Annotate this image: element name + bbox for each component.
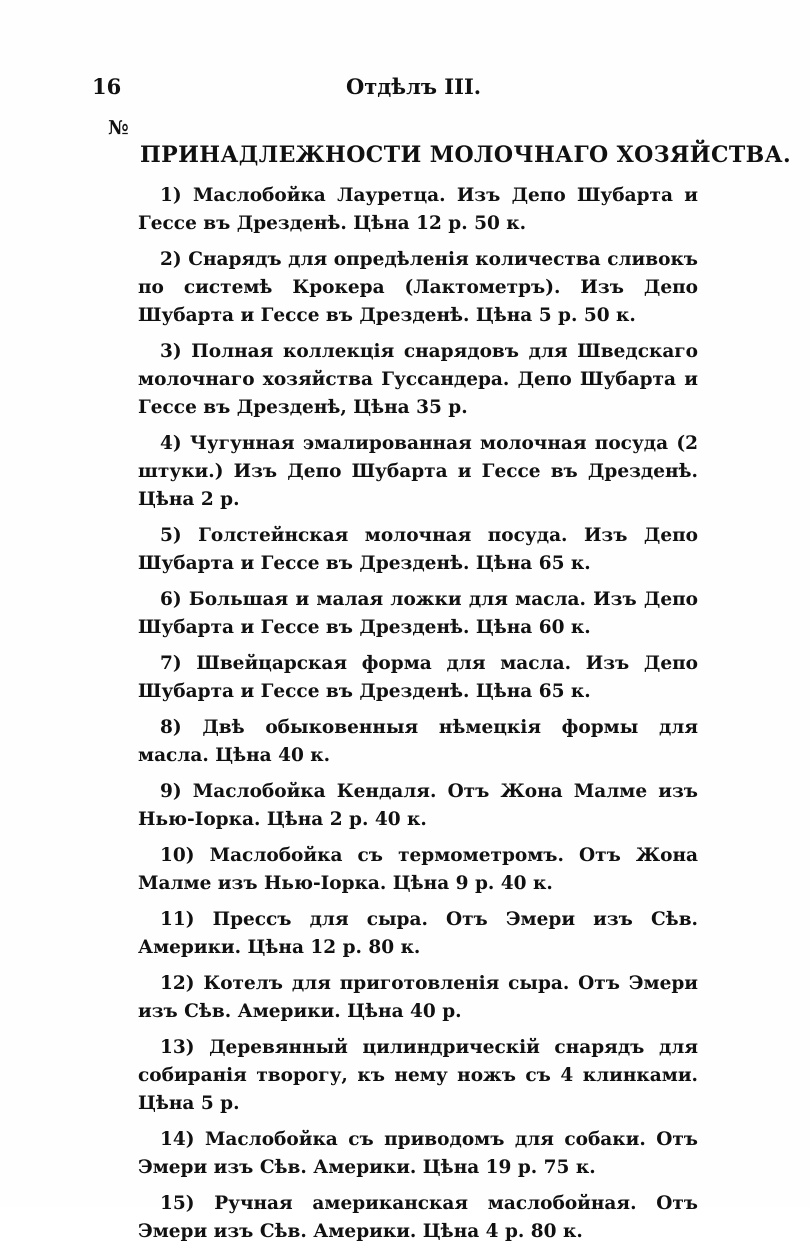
list-item [138,1034,698,1118]
item-text: Полная коллекція снарядовъ для Шведскаго молочнаго хозяйства Гуссандера. Депо Шубарта и Гессе въ Дрезденѣ, Цѣна 35 р. [138,341,698,418]
list-item [138,182,698,238]
item-number: 1) [160,185,182,206]
item-text: Большая и малая ложки для масла. Изъ Депо Шубарта и Гессе въ Дрезденѣ. Цѣна 60 к. [138,589,698,638]
item-text: Маслобойка съ приводомъ для собаки. Отъ Эмери изъ Сѣв. Америки. Цѣна 19 р. 75 к. [138,1129,698,1178]
list-item [138,714,698,770]
list-item [138,906,698,962]
running-head: Отдѣлъ III. [346,74,482,99]
item-number: 13) [160,1037,195,1058]
item-number: 10) [160,845,195,866]
item-text: Деревянный цилиндрическій снарядъ для собиранія творогу, къ нему ножъ съ 4 клинками. Цѣна 5 р. [138,1037,698,1114]
list-item [138,522,698,578]
list-item [138,246,698,330]
item-number: 12) [160,973,195,994]
item-number: 11) [160,909,195,930]
item-text: Маслобойка съ термометромъ. Отъ Жона Малме изъ Нью-Іорка. Цѣна 9 р. 40 к. [138,845,698,894]
item-number: 4) [160,433,182,454]
item-number: 9) [160,781,182,802]
item-text: Снарядъ для опредѣленія количества сливокъ по системѣ Крокера (Лактометръ). Изъ Депо Шубарта и Гессе въ Дрезденѣ. Цѣна 5 р. 50 к. [138,249,698,326]
item-number: 6) [160,589,182,610]
item-text: Двѣ обыковенныя нѣмецкія формы для масла. Цѣна 40 к. [138,717,698,766]
list-item [138,430,698,514]
item-number: 8) [160,717,182,738]
list-item [138,970,698,1026]
item-list [138,182,698,1254]
list-item [138,650,698,706]
item-number: 14) [160,1129,195,1150]
item-text: Маслобойка Кендаля. Отъ Жона Малме изъ Нью-Іорка. Цѣна 2 р. 40 к. [138,781,698,830]
item-text: Маслобойка Лауретца. Изъ Депо Шубарта и Гессе въ Дрезденѣ. Цѣна 12 р. 50 к. [138,185,698,234]
item-text: Прессъ для сыра. Отъ Эмери изъ Сѣв. Америки. Цѣна 12 р. 80 к. [138,909,698,958]
section-title: ПРИНАДЛЕЖНОСТИ МОЛОЧНАГО ХОЗЯЙСТВА. [140,142,792,168]
number-mark: № [108,117,129,139]
list-item [138,842,698,898]
item-text: Швейцарская форма для масла. Изъ Депо Шубарта и Гессе въ Дрезденѣ. Цѣна 65 к. [138,653,698,702]
item-text: Голстейнская молочная посуда. Изъ Депо Шубарта и Гессе въ Дрезденѣ. Цѣна 65 к. [138,525,698,574]
item-text: Чугунная эмалированная молочная посуда (2 штуки.) Изъ Депо Шубарта и Гессе въ Дрезденѣ. Цѣна 2 р. [138,433,698,510]
item-number: 7) [160,653,182,674]
list-item [138,338,698,422]
list-item [138,1190,698,1246]
page-number: 16 [92,74,122,99]
list-item [138,1126,698,1182]
item-number: 5) [160,525,182,546]
list-item [138,778,698,834]
list-item [138,586,698,642]
item-number: 15) [160,1193,195,1214]
item-text: Ручная американская маслобойная. Отъ Эмери изъ Сѣв. Америки. Цѣна 4 р. 80 к. [138,1193,698,1242]
item-number: 2) [160,249,182,270]
item-text: Котелъ для приготовленія сыра. Отъ Эмери изъ Сѣв. Америки. Цѣна 40 р. [138,973,698,1022]
item-number: 3) [160,341,182,362]
